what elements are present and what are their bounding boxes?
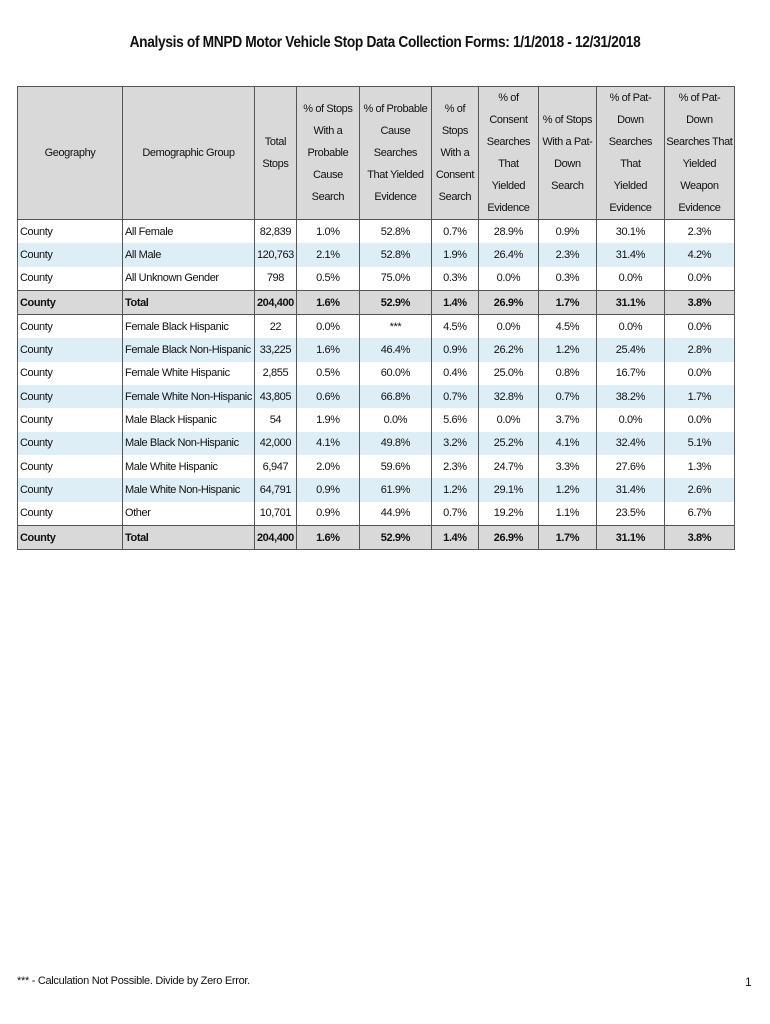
value-cell: 0.0% bbox=[596, 408, 664, 431]
table-body bbox=[18, 220, 735, 550]
table-row bbox=[18, 455, 735, 478]
value-cell: 3.8% bbox=[664, 525, 734, 549]
value-cell: 6.7% bbox=[664, 502, 734, 526]
value-cell: 3.2% bbox=[431, 432, 478, 455]
group-cell: All Unknown Gender bbox=[123, 267, 255, 291]
value-cell: 52.8% bbox=[359, 243, 431, 266]
value-cell: 61.9% bbox=[359, 478, 431, 501]
geography-cell: County bbox=[18, 267, 123, 291]
value-cell: 2.0% bbox=[296, 455, 359, 478]
value-cell: 0.9% bbox=[431, 338, 478, 361]
value-cell: 798 bbox=[254, 267, 296, 291]
value-cell: 46.4% bbox=[359, 338, 431, 361]
value-cell: 31.4% bbox=[596, 478, 664, 501]
value-cell: 82,839 bbox=[254, 220, 296, 244]
value-cell: 0.7% bbox=[431, 502, 478, 526]
value-cell: 31.1% bbox=[596, 290, 664, 314]
value-cell: 0.7% bbox=[431, 385, 478, 408]
geography-cell: County bbox=[18, 220, 123, 244]
table-row bbox=[18, 267, 735, 291]
value-cell: 26.9% bbox=[478, 525, 538, 549]
value-cell: 52.9% bbox=[359, 525, 431, 549]
geography-cell: County bbox=[18, 525, 123, 549]
value-cell: 52.9% bbox=[359, 290, 431, 314]
value-cell: 0.0% bbox=[296, 315, 359, 339]
value-cell: 52.8% bbox=[359, 220, 431, 244]
value-cell: 64,791 bbox=[254, 478, 296, 501]
total-row bbox=[18, 525, 735, 549]
geography-cell: County bbox=[18, 455, 123, 478]
value-cell: 5.1% bbox=[664, 432, 734, 455]
value-cell: 1.9% bbox=[431, 243, 478, 266]
group-cell: All Male bbox=[123, 243, 255, 266]
column-header: % of Consent Searches That Yielded Evidence bbox=[478, 87, 538, 220]
column-header: % of Pat-Down Searches That Yielded Evidence bbox=[596, 87, 664, 220]
table-header-row bbox=[18, 87, 735, 220]
value-cell: 0.6% bbox=[296, 385, 359, 408]
value-cell: 0.9% bbox=[296, 478, 359, 501]
value-cell: 4.1% bbox=[296, 432, 359, 455]
table-row bbox=[18, 478, 735, 501]
value-cell: 204,400 bbox=[254, 290, 296, 314]
value-cell: 0.7% bbox=[538, 385, 596, 408]
column-header: % of Pat-Down Searches That Yielded Weapon Evidence bbox=[664, 87, 734, 220]
value-cell: 1.7% bbox=[664, 385, 734, 408]
value-cell: 4.5% bbox=[538, 315, 596, 339]
column-header: % of Stops With a Consent Search bbox=[431, 87, 478, 220]
group-cell: Female White Hispanic bbox=[123, 362, 255, 385]
geography-cell: County bbox=[18, 432, 123, 455]
group-cell: Male White Hispanic bbox=[123, 455, 255, 478]
group-cell: Male White Non-Hispanic bbox=[123, 478, 255, 501]
value-cell: 1.2% bbox=[538, 338, 596, 361]
table-row bbox=[18, 220, 735, 244]
value-cell: 1.1% bbox=[538, 502, 596, 526]
value-cell: 24.7% bbox=[478, 455, 538, 478]
value-cell: 0.0% bbox=[664, 267, 734, 291]
value-cell: 33,225 bbox=[254, 338, 296, 361]
value-cell: 1.0% bbox=[296, 220, 359, 244]
geography-cell: County bbox=[18, 362, 123, 385]
value-cell: 25.0% bbox=[478, 362, 538, 385]
value-cell: 0.5% bbox=[296, 267, 359, 291]
value-cell: 27.6% bbox=[596, 455, 664, 478]
value-cell: 54 bbox=[254, 408, 296, 431]
value-cell: 4.1% bbox=[538, 432, 596, 455]
group-cell: All Female bbox=[123, 220, 255, 244]
value-cell: 0.9% bbox=[538, 220, 596, 244]
value-cell: 6,947 bbox=[254, 455, 296, 478]
value-cell: 25.2% bbox=[478, 432, 538, 455]
value-cell: 23.5% bbox=[596, 502, 664, 526]
value-cell: 32.4% bbox=[596, 432, 664, 455]
value-cell: 0.0% bbox=[664, 315, 734, 339]
value-cell: 28.9% bbox=[478, 220, 538, 244]
value-cell: 38.2% bbox=[596, 385, 664, 408]
group-cell: Male Black Hispanic bbox=[123, 408, 255, 431]
value-cell: 2.6% bbox=[664, 478, 734, 501]
stop-data-table bbox=[17, 86, 735, 550]
value-cell: 10,701 bbox=[254, 502, 296, 526]
geography-cell: County bbox=[18, 338, 123, 361]
value-cell: 5.6% bbox=[431, 408, 478, 431]
value-cell: 30.1% bbox=[596, 220, 664, 244]
value-cell: 66.8% bbox=[359, 385, 431, 408]
footnote: *** - Calculation Not Possible. Divide by Zero Error. bbox=[17, 975, 250, 987]
value-cell: 2.8% bbox=[664, 338, 734, 361]
value-cell: 2.3% bbox=[664, 220, 734, 244]
value-cell: 0.0% bbox=[596, 267, 664, 291]
table-row bbox=[18, 385, 735, 408]
value-cell: 42,000 bbox=[254, 432, 296, 455]
group-cell: Total bbox=[123, 525, 255, 549]
value-cell: 16.7% bbox=[596, 362, 664, 385]
page-number: 1 bbox=[745, 975, 752, 989]
value-cell: 1.7% bbox=[538, 290, 596, 314]
value-cell: 60.0% bbox=[359, 362, 431, 385]
value-cell: 0.4% bbox=[431, 362, 478, 385]
value-cell: 2,855 bbox=[254, 362, 296, 385]
geography-cell: County bbox=[18, 502, 123, 526]
table-row bbox=[18, 432, 735, 455]
value-cell: 22 bbox=[254, 315, 296, 339]
geography-cell: County bbox=[18, 408, 123, 431]
value-cell: 1.7% bbox=[538, 525, 596, 549]
table-row bbox=[18, 338, 735, 361]
column-header: % of Stops With a Pat- Down Search bbox=[538, 87, 596, 220]
column-header: % of Probable Cause Searches That Yielded Evidence bbox=[359, 87, 431, 220]
value-cell: 1.6% bbox=[296, 525, 359, 549]
value-cell: 1.9% bbox=[296, 408, 359, 431]
value-cell: 4.5% bbox=[431, 315, 478, 339]
value-cell: 0.0% bbox=[359, 408, 431, 431]
value-cell: 25.4% bbox=[596, 338, 664, 361]
value-cell: 0.0% bbox=[478, 315, 538, 339]
geography-cell: County bbox=[18, 315, 123, 339]
geography-cell: County bbox=[18, 385, 123, 408]
value-cell: 4.2% bbox=[664, 243, 734, 266]
table-row bbox=[18, 243, 735, 266]
value-cell: 1.2% bbox=[431, 478, 478, 501]
table-row bbox=[18, 362, 735, 385]
value-cell: 0.0% bbox=[664, 362, 734, 385]
value-cell: 31.4% bbox=[596, 243, 664, 266]
geography-cell: County bbox=[18, 478, 123, 501]
column-header: Geography bbox=[18, 87, 123, 220]
value-cell: 26.2% bbox=[478, 338, 538, 361]
column-header: Total Stops bbox=[254, 87, 296, 220]
value-cell: 0.7% bbox=[431, 220, 478, 244]
value-cell: 44.9% bbox=[359, 502, 431, 526]
value-cell: 0.8% bbox=[538, 362, 596, 385]
value-cell: 75.0% bbox=[359, 267, 431, 291]
value-cell: 204,400 bbox=[254, 525, 296, 549]
group-cell: Female Black Hispanic bbox=[123, 315, 255, 339]
value-cell: 1.4% bbox=[431, 290, 478, 314]
table-row bbox=[18, 502, 735, 526]
value-cell: 1.2% bbox=[538, 478, 596, 501]
value-cell: 3.3% bbox=[538, 455, 596, 478]
table-row bbox=[18, 408, 735, 431]
geography-cell: County bbox=[18, 290, 123, 314]
value-cell: 1.6% bbox=[296, 290, 359, 314]
total-row bbox=[18, 290, 735, 314]
column-header: Demographic Group bbox=[123, 87, 255, 220]
value-cell: 3.7% bbox=[538, 408, 596, 431]
column-header: % of Stops With a Probable Cause Search bbox=[296, 87, 359, 220]
value-cell: 1.3% bbox=[664, 455, 734, 478]
value-cell: 0.3% bbox=[538, 267, 596, 291]
group-cell: Other bbox=[123, 502, 255, 526]
value-cell: 31.1% bbox=[596, 525, 664, 549]
value-cell: 1.6% bbox=[296, 338, 359, 361]
geography-cell: County bbox=[18, 243, 123, 266]
value-cell: 3.8% bbox=[664, 290, 734, 314]
value-cell: 2.3% bbox=[431, 455, 478, 478]
group-cell: Female White Non-Hispanic bbox=[123, 385, 255, 408]
value-cell: 0.5% bbox=[296, 362, 359, 385]
value-cell: 0.9% bbox=[296, 502, 359, 526]
value-cell: 2.3% bbox=[538, 243, 596, 266]
group-cell: Female Black Non-Hispanic bbox=[123, 338, 255, 361]
group-cell: Total bbox=[123, 290, 255, 314]
value-cell: 19.2% bbox=[478, 502, 538, 526]
table-row bbox=[18, 315, 735, 339]
value-cell: 43,805 bbox=[254, 385, 296, 408]
value-cell: 29.1% bbox=[478, 478, 538, 501]
group-cell: Male Black Non-Hispanic bbox=[123, 432, 255, 455]
value-cell: 59.6% bbox=[359, 455, 431, 478]
value-cell: 26.9% bbox=[478, 290, 538, 314]
value-cell: 120,763 bbox=[254, 243, 296, 266]
value-cell: 0.0% bbox=[664, 408, 734, 431]
value-cell: 0.0% bbox=[478, 267, 538, 291]
value-cell: 26.4% bbox=[478, 243, 538, 266]
value-cell: 0.0% bbox=[596, 315, 664, 339]
value-cell: 1.4% bbox=[431, 525, 478, 549]
value-cell: *** bbox=[359, 315, 431, 339]
value-cell: 0.3% bbox=[431, 267, 478, 291]
value-cell: 49.8% bbox=[359, 432, 431, 455]
page-title: Analysis of MNPD Motor Vehicle Stop Data Collection Forms: 1/1/2018 - 12/31/2018 bbox=[129, 34, 641, 51]
value-cell: 2.1% bbox=[296, 243, 359, 266]
value-cell: 0.0% bbox=[478, 408, 538, 431]
value-cell: 32.8% bbox=[478, 385, 538, 408]
